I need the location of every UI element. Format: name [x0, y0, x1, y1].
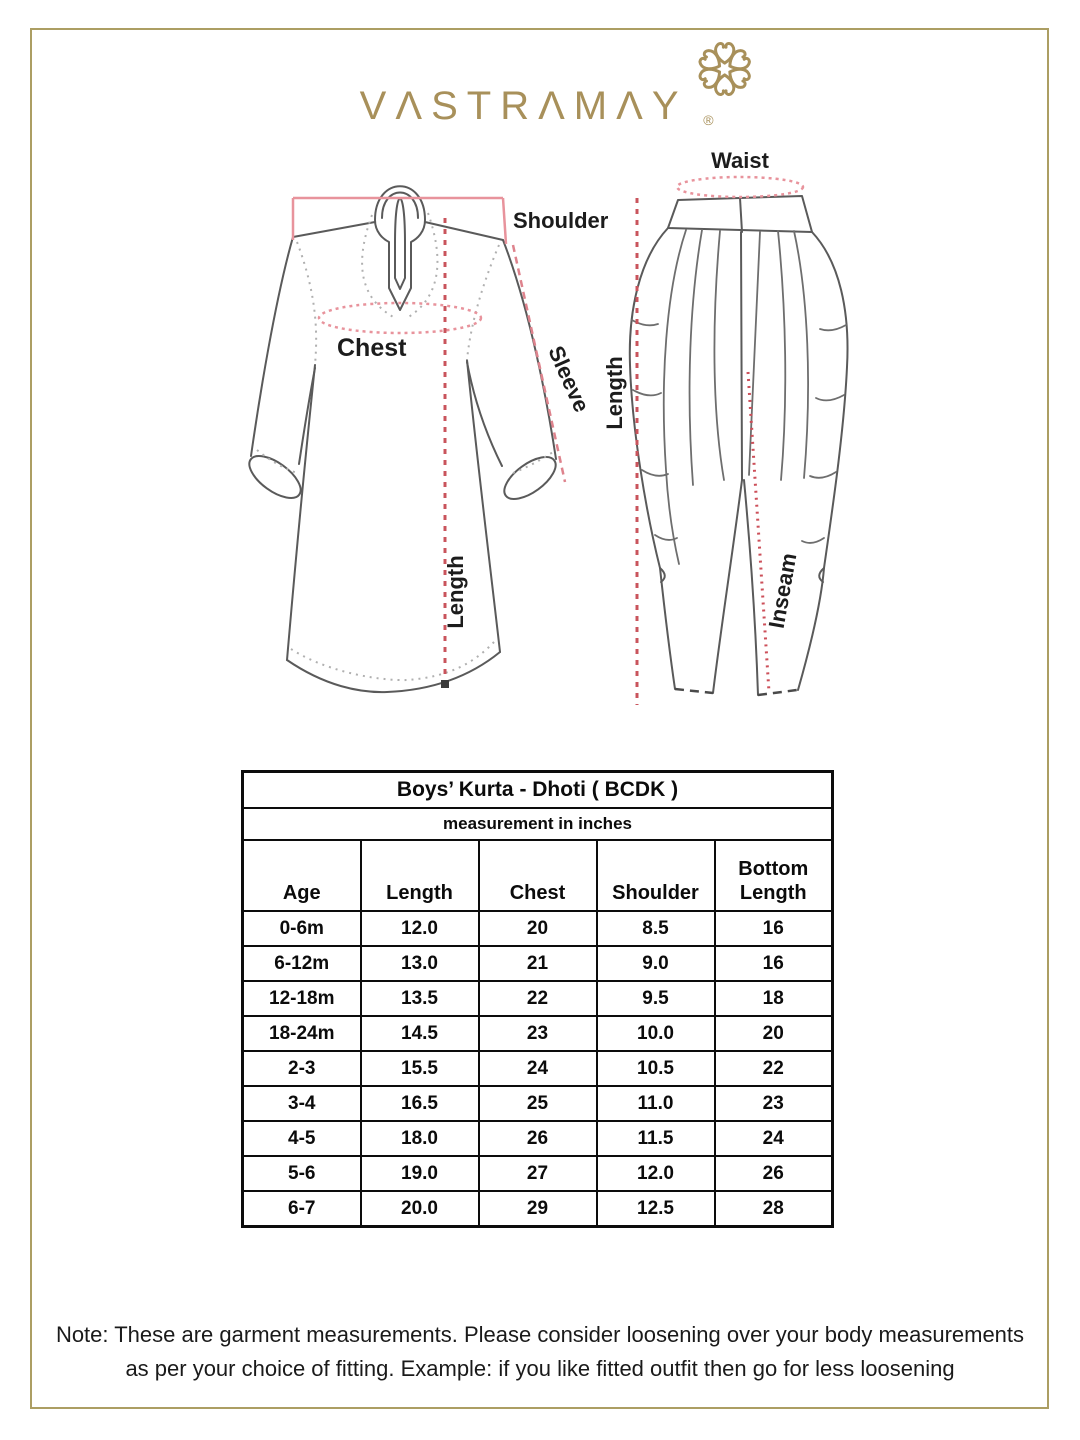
cell-bottom-length: 26 [715, 1156, 833, 1191]
cell-age: 6-7 [243, 1191, 361, 1227]
kurta-shoulder-label: Shoulder [513, 208, 609, 233]
table-row [243, 946, 833, 981]
measurement-note: Note: These are garment measurements. Please consider loosening over your body measurements as per your choice of fitting. Example: if you like fitted outfit then go for less loosening [55, 1322, 1025, 1382]
cell-length: 14.5 [361, 1016, 479, 1051]
cell-length: 18.0 [361, 1121, 479, 1156]
cell-length: 13.0 [361, 946, 479, 981]
table-row [243, 1086, 833, 1121]
cell-shoulder: 11.5 [597, 1121, 715, 1156]
cell-shoulder: 12.5 [597, 1191, 715, 1227]
table-row [243, 1156, 833, 1191]
registered-trademark: ® [703, 112, 714, 128]
cell-shoulder: 9.5 [597, 981, 715, 1016]
cell-bottom-length: 22 [715, 1051, 833, 1086]
cell-length: 19.0 [361, 1156, 479, 1191]
col-header-bottom-length: Bottom Length [715, 840, 833, 911]
cell-age: 18-24m [243, 1016, 361, 1051]
brand-flower-icon [692, 36, 758, 102]
dhoti-leg-hems [675, 689, 797, 695]
table-row [243, 1121, 833, 1156]
cell-bottom-length: 28 [715, 1191, 833, 1227]
brand-wordmark: VΛSTRΛMΛY [359, 84, 688, 128]
kurta-outline [243, 186, 563, 692]
cell-bottom-length: 16 [715, 946, 833, 981]
brand-logo [359, 84, 714, 128]
cell-age: 0-6m [243, 911, 361, 946]
table-row [243, 1051, 833, 1086]
table-row [243, 981, 833, 1016]
cell-chest: 26 [479, 1121, 597, 1156]
col-header-shoulder: Shoulder [597, 840, 715, 911]
cell-chest: 27 [479, 1156, 597, 1191]
dhoti-length-label: Length [602, 356, 627, 430]
cell-bottom-length: 24 [715, 1121, 833, 1156]
kurta-diagram [235, 160, 635, 720]
cell-bottom-length: 16 [715, 911, 833, 946]
table-subtitle: measurement in inches [243, 808, 833, 840]
dhoti-diagram [600, 140, 1040, 720]
cell-chest: 20 [479, 911, 597, 946]
dhoti-outline [630, 196, 848, 695]
cell-age: 4-5 [243, 1121, 361, 1156]
dhoti-fold-lines [632, 230, 846, 564]
cell-length: 15.5 [361, 1051, 479, 1086]
cell-age: 5-6 [243, 1156, 361, 1191]
table-row [243, 1191, 833, 1227]
kurta-sleeve-label: Sleeve [543, 342, 595, 416]
cell-chest: 21 [479, 946, 597, 981]
cell-bottom-length: 23 [715, 1086, 833, 1121]
dhoti-waist-label: Waist [711, 148, 769, 173]
table-header-row [243, 840, 833, 911]
cell-shoulder: 12.0 [597, 1156, 715, 1191]
col-header-length: Length [361, 840, 479, 911]
dhoti-inseam-label: Inseam [763, 551, 802, 631]
cell-chest: 29 [479, 1191, 597, 1227]
table-row [243, 1016, 833, 1051]
cell-shoulder: 10.0 [597, 1016, 715, 1051]
col-header-chest: Chest [479, 840, 597, 911]
kurta-length-label: Length [443, 555, 468, 629]
cell-length: 20.0 [361, 1191, 479, 1227]
cell-age: 12-18m [243, 981, 361, 1016]
table-row [243, 911, 833, 946]
cell-shoulder: 8.5 [597, 911, 715, 946]
cell-age: 3-4 [243, 1086, 361, 1121]
cell-bottom-length: 18 [715, 981, 833, 1016]
cell-chest: 22 [479, 981, 597, 1016]
col-header-age: Age [243, 840, 361, 911]
cell-bottom-length: 20 [715, 1016, 833, 1051]
cell-shoulder: 9.0 [597, 946, 715, 981]
kurta-chest-label: Chest [337, 334, 407, 362]
cell-age: 6-12m [243, 946, 361, 981]
cell-chest: 23 [479, 1016, 597, 1051]
length-line-endpoint [441, 680, 449, 688]
cell-shoulder: 11.0 [597, 1086, 715, 1121]
cell-shoulder: 10.5 [597, 1051, 715, 1086]
chest-measure-ellipse [319, 303, 481, 333]
cell-length: 12.0 [361, 911, 479, 946]
shoulder-measure-ticks [293, 198, 506, 244]
cell-chest: 24 [479, 1051, 597, 1086]
cell-age: 2-3 [243, 1051, 361, 1086]
cell-length: 16.5 [361, 1086, 479, 1121]
table-title: Boys’ Kurta - Dhoti ( BCDK ) [243, 772, 833, 809]
size-chart-table [241, 770, 834, 1228]
cell-length: 13.5 [361, 981, 479, 1016]
cell-chest: 25 [479, 1086, 597, 1121]
waist-measure-ellipse [677, 177, 803, 197]
